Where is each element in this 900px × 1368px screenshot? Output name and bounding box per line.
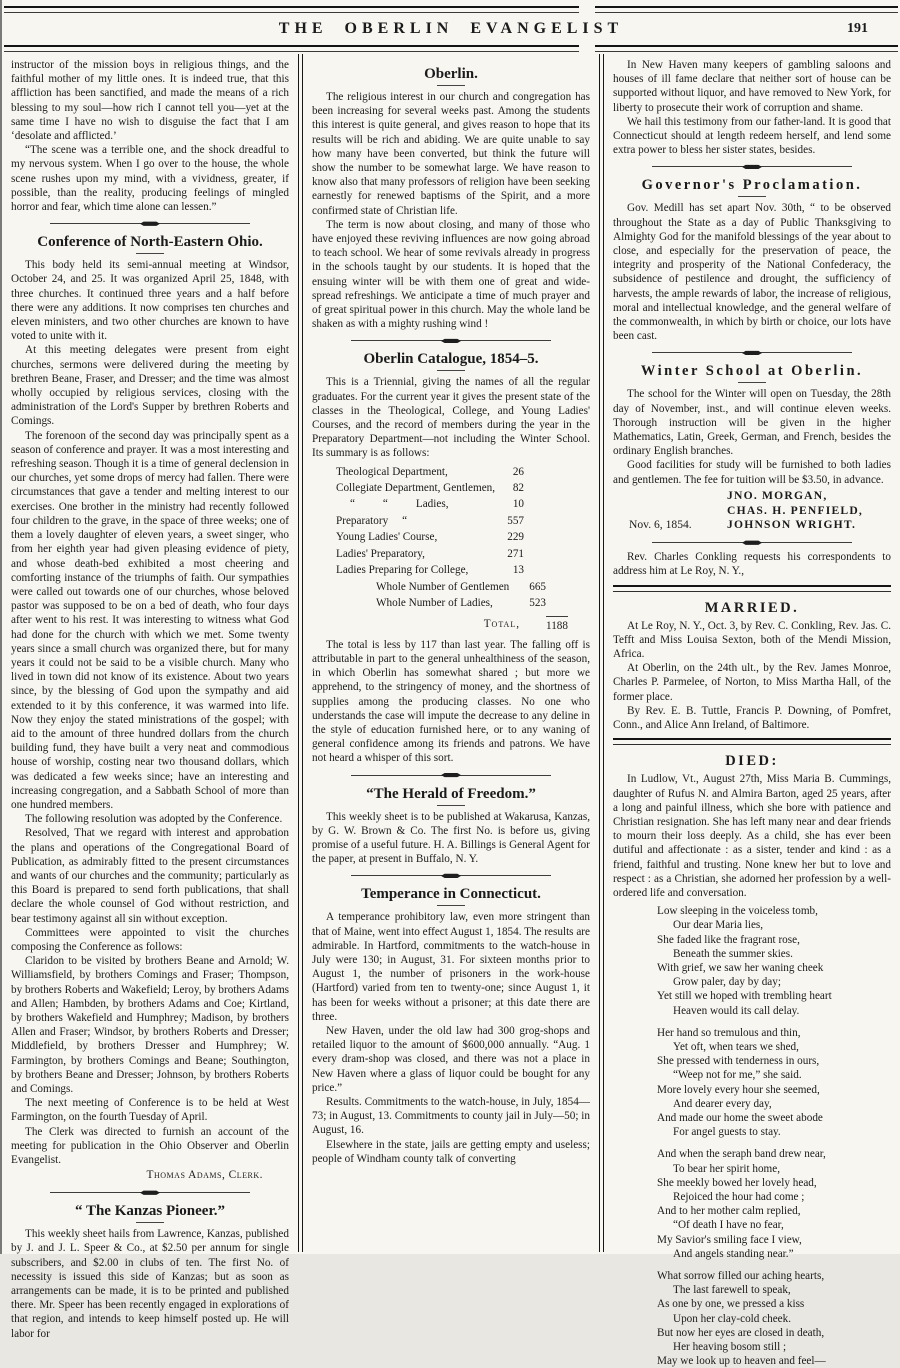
divider-diamond-icon — [441, 338, 461, 343]
table-total-row — [336, 616, 590, 634]
catalogue-summary-table — [336, 464, 590, 635]
page-number: 191 — [847, 21, 868, 36]
heading-rule — [437, 905, 465, 906]
table-row-label: Young Ladies' Course, — [336, 531, 438, 544]
poem-line: And made our home the sweet abode — [657, 1111, 823, 1124]
article-paragraph: At Oberlin, on the 24th ult., by the Rev. James Monroe, Charles P. Parmelee, of Norton, to Miss Martha Hall, of the former place. — [613, 662, 891, 703]
article-paragraph: Good facilities for study will be furnished to both ladies and gentlemen. The fee for tuition will be $3.50, in advance. — [613, 459, 891, 486]
table-row-label: Whole Number of Ladies, — [376, 596, 493, 609]
poem-stanza — [657, 904, 891, 1018]
table-row — [336, 562, 590, 578]
poem-line: And angels standing near.” — [673, 1247, 794, 1260]
table-row — [336, 513, 590, 529]
poem-line: And when the seraph band drew near, — [657, 1148, 826, 1161]
article-paragraph: Claridon to be visited by brothers Beane and Arnold; W. Williamsfield, by brothers Comings and Fraser; Thompson, by brothers Roberts and Wakefield; Leroy, by brothers Adams and Allen; Hambden, by brothers Adams and Coe; Kirtland, by brothers Wakefield and Humphrey; Madison, by brothers Allen and Fraser; Windsor, by brothers Roberts and Dresser; Middlefield, by brothers Dresser and Humphrey; W. Farmington, by brothers Comings and Beane; Southington, by brothers Beane and Dresser; Johnson, by brothers Roberts and Comings. — [11, 955, 289, 1096]
heading-rule — [136, 1222, 164, 1223]
rule-segment-left — [4, 45, 579, 52]
poem-stanza — [657, 1026, 891, 1140]
table-row — [336, 464, 590, 480]
poem-line: “Of death I have no fear, — [673, 1219, 784, 1232]
article-paragraph: Results. Commitments to the watch-house, in July, 1854—73; in August, 13. Commitments to county jail in July—50; in August, 16. — [312, 1096, 590, 1137]
memorial-poem — [657, 904, 891, 1368]
section-divider — [50, 1190, 250, 1195]
column-2 — [303, 54, 599, 1252]
poem-line: “Weep not for me,” she said. — [673, 1069, 802, 1082]
section-divider — [351, 873, 551, 878]
table-row-value: 10 — [512, 498, 524, 511]
article-paragraph: Elsewhere in the state, jails are getting empty and useless; people of Windham county talk of converting — [312, 1138, 590, 1165]
poem-line: But now her eyes are closed in death, — [657, 1326, 825, 1339]
section-divider — [652, 540, 852, 545]
signature-block — [613, 489, 891, 533]
table-row-value: 82 — [512, 482, 524, 495]
divider-line — [652, 166, 744, 167]
article-paragraph: Committees were appointed to visit the churches composing the Conference as follows: — [11, 926, 289, 953]
divider-diamond-icon — [140, 221, 160, 226]
article-paragraph: A temperance prohibitory law, even more stringent than that of Maine, went into effect August 1, 1854. The results are admirable. In Hartford, commitments to the watch-house in July were 130; in August, 31. For sixteen months prior to August 1, the number of prisoners in the work-house (Hartford) varied from ten to twenty-one; since August 1, it has been for weeks without a prisoner; at this date there are three. — [312, 911, 590, 1023]
article-paragraph: In Ludlow, Vt., August 27th, Miss Maria B. Cummings, daughter of Rufus N. and Almira Barton, aged 25 years, after a long and painful illness, which she bore with patience and Christian resignation. She has left many near and dear friends to mourn their loss deeply. As a child, she has ever been dutiful and affectionate : as a sister, tender and kind : as a friend, faithful and trusting. None knew her but to love and respect : as a Christian, she adorned her profession by a well-ordered life and conversation. — [613, 773, 891, 899]
article-paragraph: Gov. Medill has set apart Nov. 30th, “ to be observed throughout the State as a day of Public Thanksgiving to Almighty God for the manifold blessings of the year about to close, and especially for the preservation of peace, the integrity and prosperity of the National Confederacy, the subsidence of pestilence and drought, the sufficiency of harvests, the ample rewards of labor, the increase of religious, moral and intellectual knowledge, and the general welfare of the commonwealth, in which by birth or choice, our lots have been cast. — [613, 202, 891, 343]
article-heading: Conference of North-Eastern Ohio. — [37, 234, 263, 251]
section-divider — [351, 773, 551, 778]
table-total-label: Total, — [483, 618, 521, 631]
poem-line: What sorrow filled our aching hearts, — [657, 1270, 825, 1282]
article-paragraph: The school for the Winter will open on Tuesday, the 28th day of November, inst., and will continue eleven weeks. Thorough instruction will be given in the higher Mathematics, Latin, Greek, German, and French, besides the ordinary English branches. — [613, 388, 891, 458]
divider-line — [158, 1192, 250, 1193]
signature-name: JNO. MORGAN, — [727, 488, 828, 502]
signature-name: JOHNSON WRIGHT. — [727, 518, 857, 532]
article-paragraph: This weekly sheet is to be published at Wakarusa, Kanzas, by G. W. Brown & Co. The first No. is before us, giving promise of a useful future. H. A. Billings is General Agent for the paper, at present in Buffalo, N. Y. — [312, 810, 590, 866]
section-divider — [351, 338, 551, 343]
poem-stanza — [657, 1147, 891, 1261]
rule-segment-right — [595, 45, 898, 52]
table-row-value: 665 — [529, 580, 546, 593]
article-paragraph: The total is less by 117 than last year. The falling off is attributable in part to the general unhealthiness of the season, in which Oberlin has somewhat shared ; but more we apprehend, to the stringency of money, and the shortness of supplies among the producing classes. No one who understands the case will impute the decrease to any deline in the style of education furnished here, or to any waning of general confidence among its friends and patrons. We have not heard a whisper of this sort. — [312, 638, 590, 765]
poem-line: Our dear Maria lies, — [673, 919, 764, 932]
article-paragraph: instructor of the mission boys in religious things, and the faithful mother of my little ones. It is indeed true, that this affliction has been sanctified, and made the means of a rich blessing to my soul—how rich I cannot tell you—yet at the same time I have no wish to disguise the fact that I am ‘desolate and afflicted.’ — [11, 59, 289, 143]
article-paragraph: By Rev. E. B. Tuttle, Francis P. Downing, of Pomfret, Conn., and Alice Ann Ireland, of Baltimore. — [613, 704, 891, 732]
table-row-label: Whole Number of Gentlemen — [376, 580, 510, 593]
article-heading: Winter School at Oberlin. — [640, 363, 864, 380]
table-row-label: Theological Department, — [336, 465, 448, 478]
column-1 — [2, 54, 298, 1340]
article-paragraph: In New Haven many keepers of gambling saloons and houses of ill fame declare that neither sort of house can be supported without liquor, and have removed to New York, for liberty to prosecute their work of corruption and shame. — [613, 59, 891, 114]
poem-line: For angel guests to stay. — [673, 1126, 781, 1139]
article-paragraph: The religious interest in our church and congregation has been increasing for several weeks past. Among the students this interest is quite general, and gives reason to hope that its results will be rich and abiding. We are quite unable to say how many have been converted, but think the future will show the number to be somewhat large. We have reason to know also that many professors of religion have been seeking earnestly for renewed baptisms of the Spirit, and a more confirmed state of Christian life. — [312, 91, 590, 217]
poem-line: Heaven would its call delay. — [673, 1004, 800, 1017]
table-row-value: 229 — [507, 531, 524, 544]
table-row-label: Ladies' Preparatory, — [336, 547, 425, 560]
poem-line: Yet still we hoped with trembling heart — [657, 990, 832, 1003]
article-heading: Governor's Proclamation. — [641, 177, 863, 194]
divider-line — [351, 775, 443, 776]
table-row-label: “ “ Ladies, — [350, 498, 449, 511]
article-paragraph: Rev. Charles Conkling requests his correspondents to address him at Le Roy, N. Y., — [613, 551, 891, 578]
double-rule — [613, 585, 891, 592]
divider-line — [760, 542, 852, 543]
poem-line: Rejoiced the hour had come ; — [673, 1190, 805, 1203]
article-heading: “ The Kanzas Pioneer.” — [74, 1203, 225, 1220]
article-heading: DIED: — [725, 753, 779, 770]
divider-diamond-icon — [441, 773, 461, 778]
table-row — [336, 496, 590, 512]
divider-line — [158, 223, 250, 224]
article-heading: “The Herald of Freedom.” — [366, 785, 536, 802]
rule-segment-left — [4, 6, 579, 13]
poem-line: More lovely every hour she seemed, — [657, 1083, 820, 1096]
divider-line — [50, 223, 142, 224]
signature-name: CHAS. H. PENFIELD, — [727, 503, 863, 517]
masthead — [2, 0, 900, 52]
masthead-bottom-rule — [2, 45, 900, 52]
table-row — [336, 546, 590, 562]
article-paragraph: At Le Roy, N. Y., Oct. 3, by Rev. C. Conkling, Rev. Jas. C. Tefft and Miss Louisa Sexton, both of the Mendi Mission, Africa. — [613, 619, 891, 661]
table-row-label: Preparatory “ — [336, 514, 408, 527]
article-paragraph: The following resolution was adopted by the Conference. — [25, 813, 283, 826]
heading-rule — [437, 805, 465, 806]
poem-stanza — [657, 1269, 891, 1368]
table-row-label: Ladies Preparing for College, — [336, 564, 469, 577]
signature-line: Thomas Adams, Clerk. — [146, 1169, 263, 1182]
article-paragraph: This body held its semi-annual meeting at Windsor, October 24, and 25. It was organized April 25, 1848, with three churches. It continued three years and a half before there were any additions. It now comprises ten churches and eleven ministers, and two other churches are known to have voted to unite with it. — [11, 259, 289, 343]
article-heading: Oberlin. — [424, 66, 478, 82]
divider-line — [50, 1192, 142, 1193]
heading-rule — [738, 382, 766, 383]
double-rule — [613, 738, 891, 745]
divider-line — [351, 875, 443, 876]
divider-line — [652, 352, 744, 353]
article-paragraph: This weekly sheet hails from Lawrence, Kanzas, published by J. and J. L. Speer & Co., at $2.50 per annum for single subscribers, and $2.00 in clubs of ten. The first No. of necessity is issued this side of Kanzas; but as soon as arrangements can be made, it is to be printed and published there. Mr. Speer has been recently engaged in explorations of that region, and intends to keep himself posted up. He will labor for — [11, 1228, 289, 1340]
poem-line: She meekly bowed her lovely head, — [657, 1176, 817, 1189]
article-paragraph: The forenoon of the second day was principally spent as a season of conference and prayer. It was a most interesting and refreshing season. Though it is a time of general declension in our churches, yet some drops of mercy had fallen. There were circumstances that gave a tender and melting interest to our exercises. One brother in the ministry had recently followed four children to the grave, in the space of three weeks; one of them a lovely daughter of eleven years, a sweet singer, who from her eighth year had given pleasing evidence of piety, and whose death-bed exhibited a most cheering and comforting instance of the triumphs of faith. Our sympathies were called out towards one of our churches, whose beloved pastor was supposed to be on a bed of death, who four days after went to his rest. It was interesting to witness what God had done for the church with which we met. Some twenty years since a small church was organized there, but for many years it could not be said to be a visible church. Many who lived in town did not know of its existence. About two years since, by the blessing of God upon the sympathy and aid extended to it by this conference, it was warmed into life. Now they enjoy the stated ministrations of the gospel; with aid to the amount of three hundred dollars from the church building fund, they have built a very neat and commodious house of worship, costing near two thousand dollars, which was dedicated a few weeks since; have an interesting and increasing congregation, and a Sabbath School of more than one hundred members. — [11, 429, 289, 811]
article-paragraph: The next meeting of Conference is to be held at West Farmington, on the fourth Tuesday of April. — [11, 1097, 289, 1124]
article-paragraph: Resolved, That we regard with interest and approbation the plans and operations of the Congregational Board of Publication, as admirably fitted to the present circumstances and wants of our churches and the community; particularly as this Board is prepared to send forth publications, that shall declare the whole counsel of God without restriction, and bear testimony against all sin without exception. — [11, 827, 289, 925]
divider-diamond-icon — [742, 164, 762, 169]
article-paragraph: “The scene was a terrible one, and the shock dreadful to my nervous system. When I go over to the house, the whole scene rushes upon my mind, with a vividness, greater, if possible, than the reality, producing feelings of mingled horror and fear, which time alone can lessen.” — [11, 144, 289, 214]
poem-line: And to her mother calm replied, — [657, 1205, 801, 1218]
table-row-value: 271 — [507, 547, 524, 560]
column-layout — [2, 54, 900, 1368]
poem-line: Yet oft, when tears we shed, — [673, 1040, 799, 1053]
table-row — [336, 595, 590, 611]
table-total-value: 1188 — [546, 616, 568, 634]
divider-line — [459, 340, 551, 341]
article-heading: Temperance in Connecticut. — [361, 886, 541, 903]
poem-line: To bear her spirit home, — [673, 1162, 781, 1175]
poem-line: My Savior's smiling face I view, — [657, 1233, 802, 1246]
article-paragraph: At this meeting delegates were present from eight churches, sermons were delivered during the meeting by brethren Beane, Fraser, and Dresser; and the time was almost wholly occupied by religious services, closing with the administration of the Lord's Supper by brethren Roberts and Comings. — [11, 344, 289, 428]
masthead-top-rule — [2, 6, 900, 13]
article-heading: Oberlin Catalogue, 1854–5. — [363, 351, 539, 368]
heading-rule — [738, 196, 766, 197]
article-paragraph: The term is now about closing, and many of those who have enjoyed these reviving influences are now going abroad to teach school. We hear of some revivals already in progress in the schools taught by our students. It is hoped that the ensuing winter will be with them one of great and wide-spread refreshings. We anticipate a time of much prayer and of great spiritual power in this church. May the whole land be shaken as with a mighty rushing wind ! — [312, 218, 590, 331]
poem-line: With grief, we saw her waning cheek — [657, 961, 824, 974]
poem-line: Her heaving bosom still ; — [673, 1341, 787, 1354]
divider-line — [760, 352, 852, 353]
table-row — [336, 579, 590, 595]
poem-line: Her hand so tremulous and thin, — [657, 1026, 801, 1039]
paper-title: THE OBERLIN EVANGELIST — [278, 20, 624, 37]
divider-line — [459, 775, 551, 776]
table-row-value: 26 — [512, 465, 524, 478]
divider-line — [652, 542, 744, 543]
article-heading: MARRIED. — [704, 599, 800, 616]
table-row-value: 13 — [512, 564, 524, 577]
table-row — [336, 480, 590, 496]
heading-rule — [437, 85, 465, 86]
divider-diamond-icon — [441, 873, 461, 878]
article-paragraph: New Haven, under the old law had 300 grog-shops and retailed liquor to the amount of $600,000 annually. “Aug. 1 every dram-shop was closed, and there was not a place in New Haven where a glass of liquor could be bought for any price.” — [312, 1025, 590, 1094]
divider-diamond-icon — [140, 1190, 160, 1195]
section-divider — [652, 350, 852, 355]
article-paragraph: The Clerk was directed to furnish an account of the meeting for publication in the Ohio Observer and Oberlin Evangelist. — [11, 1125, 289, 1167]
signature-date: Nov. 6, 1854. — [629, 518, 692, 532]
table-row-value: 523 — [529, 596, 546, 609]
divider-diamond-icon — [742, 350, 762, 355]
divider-line — [760, 166, 852, 167]
column-3 — [604, 54, 900, 1368]
table-row-value: 557 — [507, 514, 524, 527]
poem-line: And dearer every day, — [673, 1097, 772, 1110]
signature-names — [727, 489, 891, 533]
table-row — [336, 529, 590, 545]
divider-diamond-icon — [742, 540, 762, 545]
section-divider — [652, 164, 852, 169]
divider-line — [351, 340, 443, 341]
poem-line: She pressed with tenderness in ours, — [657, 1055, 820, 1068]
poem-line: Grow paler, day by day; — [673, 976, 781, 989]
heading-rule — [437, 370, 465, 371]
poem-line: As one by one, we pressed a kiss — [657, 1298, 805, 1311]
article-paragraph: We hail this testimony from our father-land. It is good that Connecticut should at length redeem herself, and lend some extra power to bless her sister states, besides. — [613, 115, 891, 157]
table-row-label: Collegiate Department, Gentlemen, — [336, 482, 496, 495]
poem-line: Low sleeping in the voiceless tomb, — [657, 905, 818, 918]
divider-line — [459, 875, 551, 876]
poem-line: Beneath the summer skies. — [673, 947, 793, 960]
section-divider — [50, 221, 250, 226]
poem-line: May we look up to heaven and feel— — [657, 1355, 826, 1368]
rule-segment-right — [595, 6, 898, 13]
poem-line: Upon her clay-cold cheek. — [673, 1312, 792, 1325]
heading-rule — [136, 253, 164, 254]
poem-line: She faded like the fragrant rose, — [657, 933, 800, 946]
article-paragraph: This is a Triennial, giving the names of all the regular graduates. For the current year it gives the present state of the classes in the Theological, College, and Young Ladies' Courses, and the record of members during the year in the Preparatory Department—not including the Winter School. Its summary is as follows: — [312, 376, 590, 460]
poem-line: The last farewell to speak, — [673, 1284, 791, 1297]
masthead-title-row — [2, 13, 900, 45]
